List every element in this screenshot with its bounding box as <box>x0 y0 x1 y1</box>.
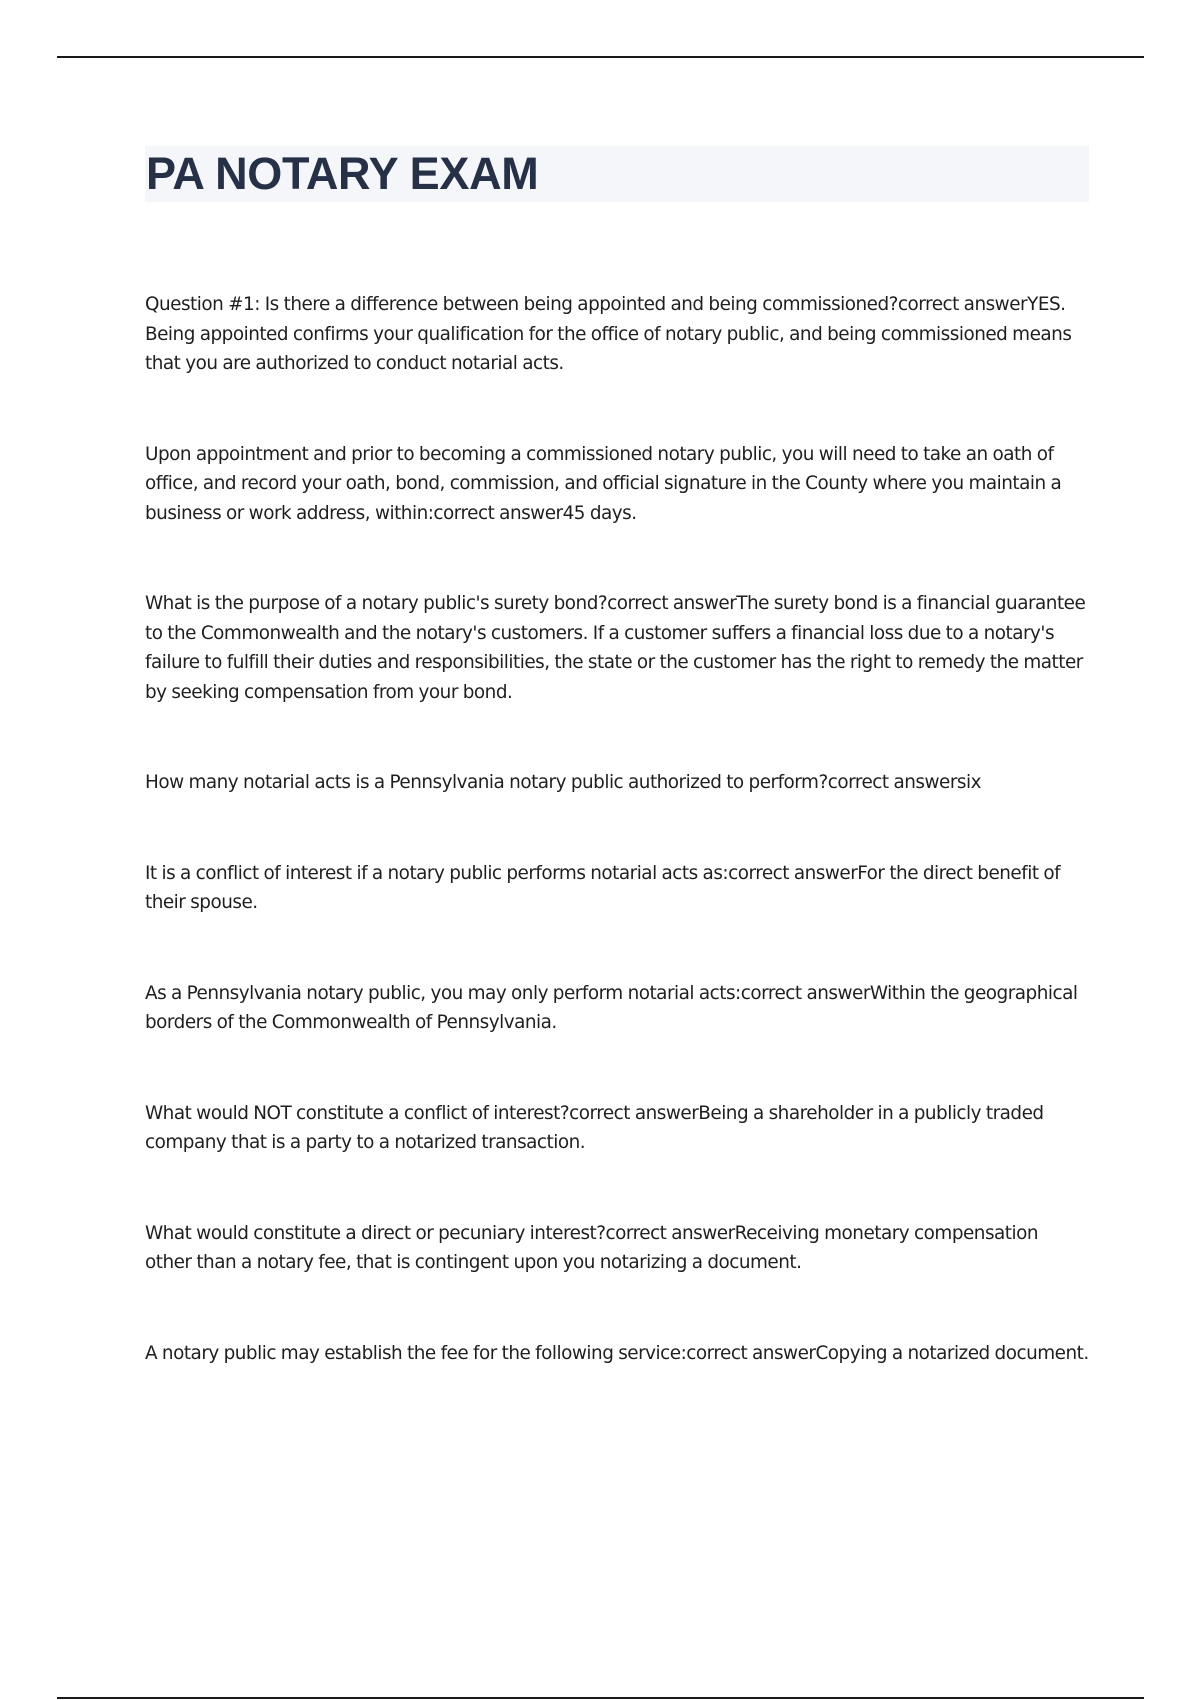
qa-item-2: Upon appointment and prior to becoming a commissioned notary public, you will need to take an oath of office, and record your oath, bond, commission, and official signature in the County where you maintain a business or work address, within:correct answer45 days. <box>145 443 1062 524</box>
qa-item-7: What would NOT constitute a conflict of interest?correct answerBeing a shareholder in a publicly traded company that is a party to a notarized transaction. <box>145 1102 1044 1153</box>
qa-item-1: Question #1: Is there a difference between being appointed and being commissioned?correct answerYES. Being appointed confirms your qualification for the office of notary public, and being commissioned means that you are authorized to conduct notarial acts. <box>145 294 1072 374</box>
question-answer-list <box>145 290 1089 1368</box>
qa-item-3: What is the purpose of a notary public's surety bond?correct answerThe surety bond is a financial guarantee to the Commonwealth and the notary's customers. If a customer suffers a financial loss due to a notary's failure to fulfill their duties and responsibilities, the state or the customer has the right to remedy the matter by seeking compensation from your bond. <box>145 593 1086 703</box>
page-title: PA NOTARY EXAM <box>146 148 539 199</box>
bottom-divider <box>57 1697 1144 1699</box>
top-divider <box>57 56 1144 58</box>
qa-item-4: How many notarial acts is a Pennsylvania notary public authorized to perform?correct answersix <box>145 772 981 793</box>
qa-item-5: It is a conflict of interest if a notary public performs notarial acts as:correct answerFor the direct benefit of their spouse. <box>145 862 1061 913</box>
qa-item-6: As a Pennsylvania notary public, you may only perform notarial acts:correct answerWithin the geographical borders of the Commonwealth of Pennsylvania. <box>145 982 1078 1033</box>
qa-item-9: A notary public may establish the fee for the following service:correct answerCopying a notarized document. <box>145 1342 1089 1364</box>
qa-item-8: What would constitute a direct or pecuniary interest?correct answerReceiving monetary compensation other than a notary fee, that is contingent upon you notarizing a document. <box>145 1222 1039 1273</box>
